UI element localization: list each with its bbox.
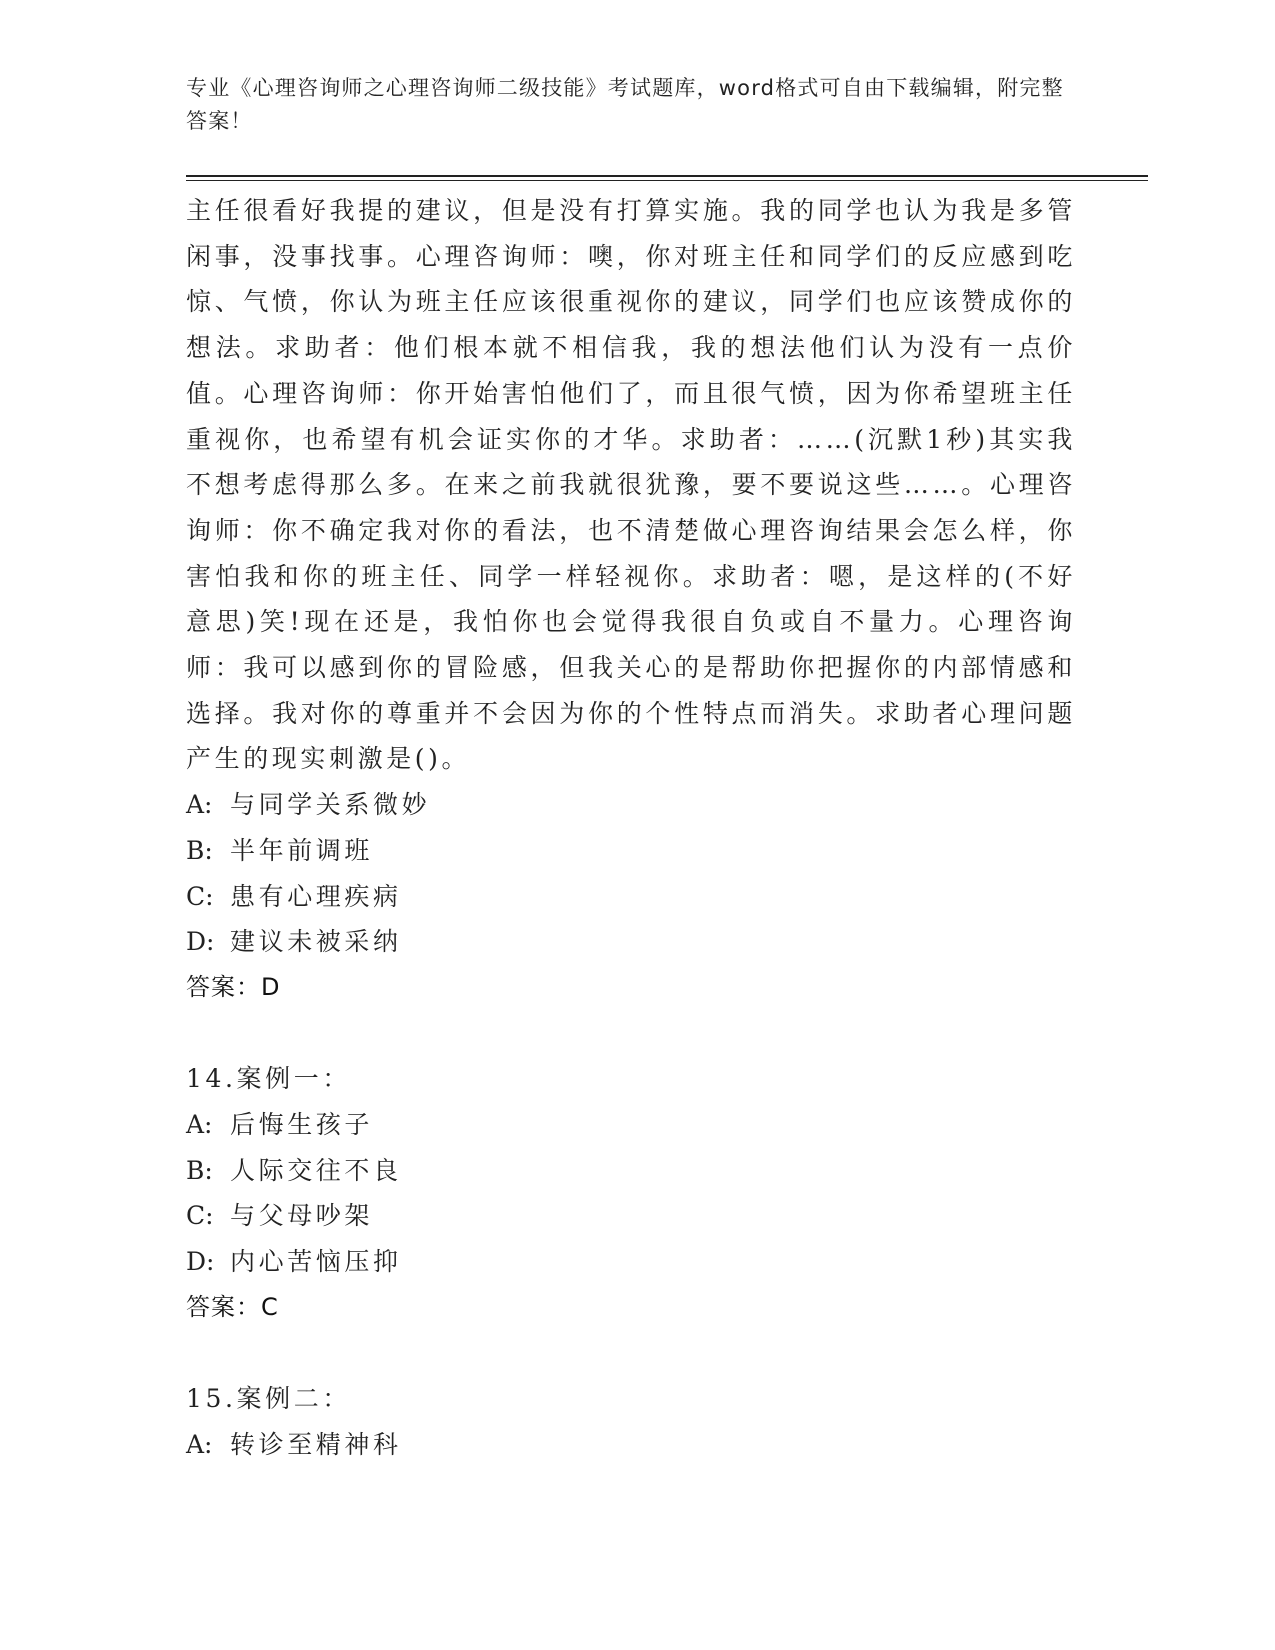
header-divider-thin — [186, 180, 1148, 181]
option-letter: D: — [186, 1247, 215, 1277]
spacer — [186, 1330, 1076, 1376]
answer-line: 答案：C — [186, 1292, 279, 1321]
option-letter: C: — [186, 881, 214, 911]
document-body — [186, 188, 1076, 1467]
case-passage: 主任很看好我提的建议，但是没有打算实施。我的同学也认为我是多管闲事，没事找事。心理咨询师：噢，你对班主任和同学们的反应感到吃惊、气愤，你认为班主任应该很重视你的建议，同学们也应该赞成你的想法。求助者：他们根本就不相信我，我的想法他们认为没有一点价值。心理咨询师：你开始害怕他们了，而且很气愤，因为你希望班主任重视你，也希望有机会证实你的才华。求助者：……(沉默1秒)其实我不想考虑得那么多。在来之前我就很犹豫，要不要说这些……。心理咨询师：你不确定我对你的看法，也不清楚做心理咨询结果会怎么样，你害怕我和你的班主任、同学一样轻视你。求助者：嗯，是这样的(不好意思)笑!现在还是，我怕你也会觉得我很自负或自不量力。心理咨询师：我可以感到你的冒险感，但我关心的是帮助你把握你的内部情感和选择。我对你的尊重并不会因为你的个性特点而消失。求助者心理问题产生的现实刺激是()。 — [186, 196, 1076, 774]
option-text: 内心苦恼压抑 — [230, 1247, 402, 1277]
option-text: 建议未被采纳 — [230, 927, 402, 957]
answer-line: 答案：D — [186, 972, 281, 1001]
option-letter: C: — [186, 1201, 214, 1231]
option-d — [186, 919, 1076, 965]
question-13-options — [186, 782, 1076, 1010]
option-letter: A: — [186, 1109, 213, 1139]
option-letter: A: — [186, 790, 213, 820]
spacer — [186, 1011, 1076, 1057]
question-14 — [186, 1056, 1076, 1330]
option-c — [186, 1193, 1076, 1239]
option-text: 人际交往不良 — [230, 1155, 402, 1185]
option-d — [186, 1239, 1076, 1285]
page-header: 专业《心理咨询师之心理咨询师二级技能》考试题库，word格式可自由下载编辑，附完整答案！ — [186, 76, 1064, 133]
option-letter: B: — [186, 1155, 213, 1185]
option-letter: B: — [186, 835, 213, 865]
question-15 — [186, 1376, 1076, 1467]
header-divider-thick — [186, 175, 1148, 177]
option-text: 与同学关系微妙 — [230, 790, 431, 820]
option-b — [186, 828, 1076, 874]
option-a — [186, 1422, 1076, 1468]
option-letter: D: — [186, 927, 215, 957]
option-b — [186, 1148, 1076, 1194]
option-text: 患有心理疾病 — [230, 881, 402, 911]
option-text: 与父母吵架 — [230, 1201, 374, 1231]
question-title: 14.案例一： — [186, 1064, 351, 1094]
option-text: 后悔生孩子 — [230, 1109, 374, 1139]
option-text: 转诊至精神科 — [230, 1429, 402, 1459]
question-title: 15.案例二： — [186, 1384, 351, 1414]
option-a — [186, 1102, 1076, 1148]
option-text: 半年前调班 — [230, 835, 374, 865]
option-letter: A: — [186, 1429, 213, 1459]
option-c — [186, 874, 1076, 920]
option-a — [186, 782, 1076, 828]
